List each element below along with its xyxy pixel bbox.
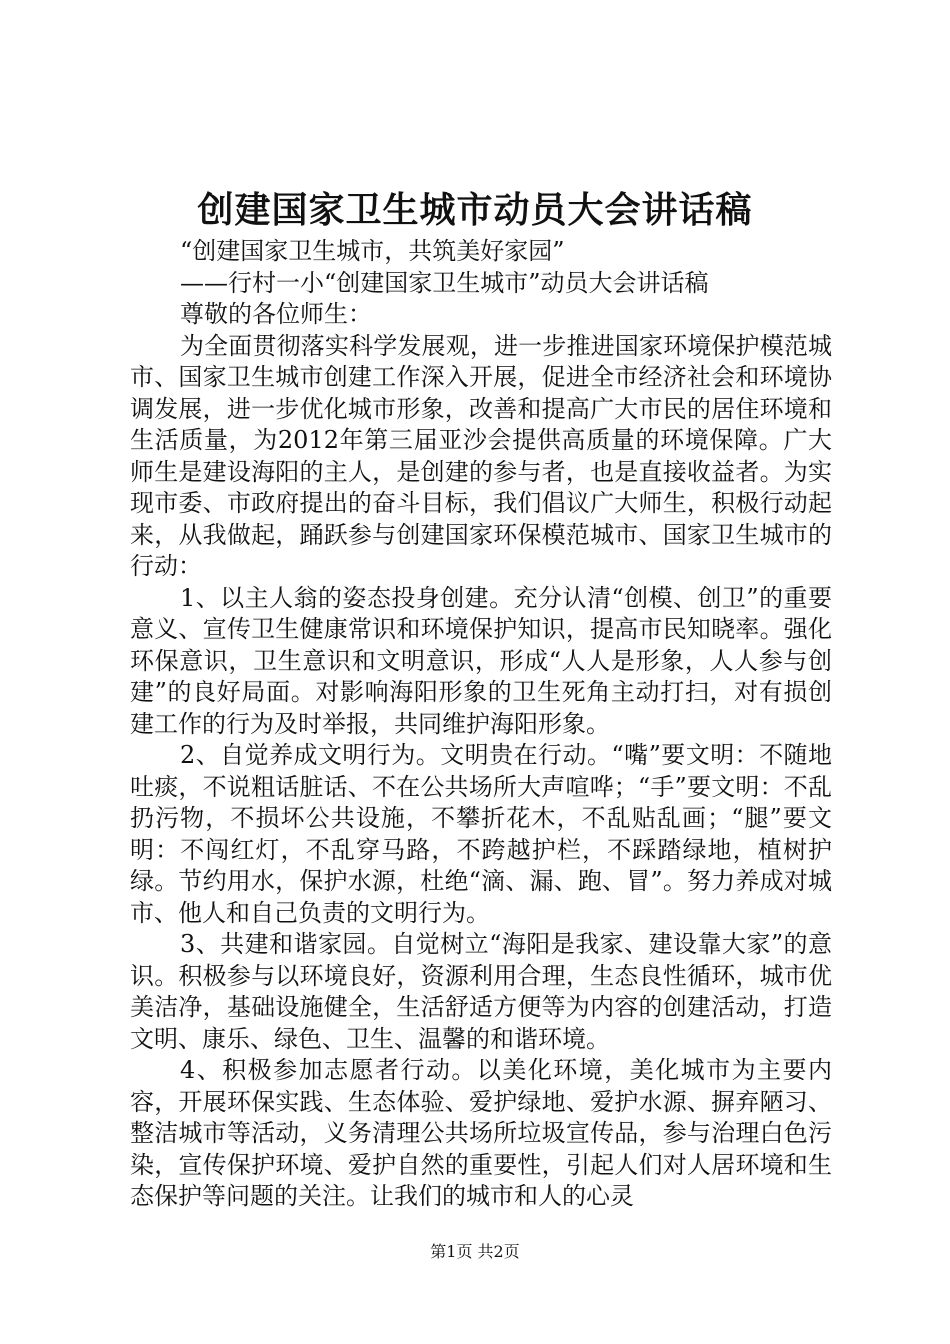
document-subtitle: “创建国家卫生城市，共筑美好家园” xyxy=(180,237,565,265)
salutation: 尊敬的各位师生： xyxy=(180,300,372,328)
document-byline: ——行村一小“创建国家卫生城市”动员大会讲话稿 xyxy=(180,268,709,297)
paragraph-item-1: 1、以主人翁的姿态投身创建。充分认清“创模、创卫”的重要意义、宣传卫生健康常识和环境保护知识，提高市民知晓率。强化环保意识，卫生意识和文明意识，形成“人人是形象，人人参与创建”的良好局面。对影响海阳形象的卫生死角主动打扫，对有损创建工作的行为及时举报，共同维护海阳形象。 xyxy=(130,583,832,738)
paragraph-item-2: 2、自觉养成文明行为。文明贵在行动。“嘴”要文明：不随地吐痰，不说粗话脏话、不在公共场所大声喧哗；“手”要文明：不乱扔污物，不损坏公共设施，不攀折花木，不乱贴乱画；“腿”要文明：不闯红灯，不乱穿马路，不跨越护栏，不踩踏绿地，植树护绿。节约用水，保护水源，杜绝“滴、漏、跑、冒”。努力养成对城市、他人和自己负责的文明行为。 xyxy=(130,741,832,927)
document-body xyxy=(130,236,832,1213)
page-footer xyxy=(0,1240,950,1264)
paragraph-intro: 为全面贯彻落实科学发展观，进一步推进国家环境保护模范城市、国家卫生城市创建工作深入开展，促进全市经济社会和环境协调发展，进一步优化城市形象，改善和提高广大市民的居住环境和生活质量，为2012年第三届亚沙会提供高质量的环境保障。广大师生是建设海阳的主人，是创建的参与者，也是直接收益者。为实现市委、市政府提出的奋斗目标，我们倡议广大师生，积极行动起来，从我做起，踊跃参与创建国家环保模范城市、国家卫生城市的行动： xyxy=(130,331,832,580)
paragraph-item-3: 3、共建和谐家园。自觉树立“海阳是我家、建设靠大家”的意识。积极参与以环境良好，资源利用合理，生态良性循环，城市优美洁净，基础设施健全，生活舒适方便等为内容的创建活动，打造文明、康乐、绿色、卫生、温馨的和谐环境。 xyxy=(130,930,832,1053)
page-number: 第1页 共2页 xyxy=(430,1242,520,1261)
document-title: 创建国家卫生城市动员大会讲话稿 xyxy=(197,189,753,231)
paragraph-item-4: 4、积极参加志愿者行动。以美化环境，美化城市为主要内容，开展环保实践、生态体验、爱护绿地、爱护水源、摒弃陋习、整洁城市等活动，义务清理公共场所垃圾宣传品，参与治理白色污染，宣传保护环境、爱护自然的重要性，引起人们对人居环境和生态保护等问题的关注。让我们的城市和人的心灵 xyxy=(130,1056,832,1210)
